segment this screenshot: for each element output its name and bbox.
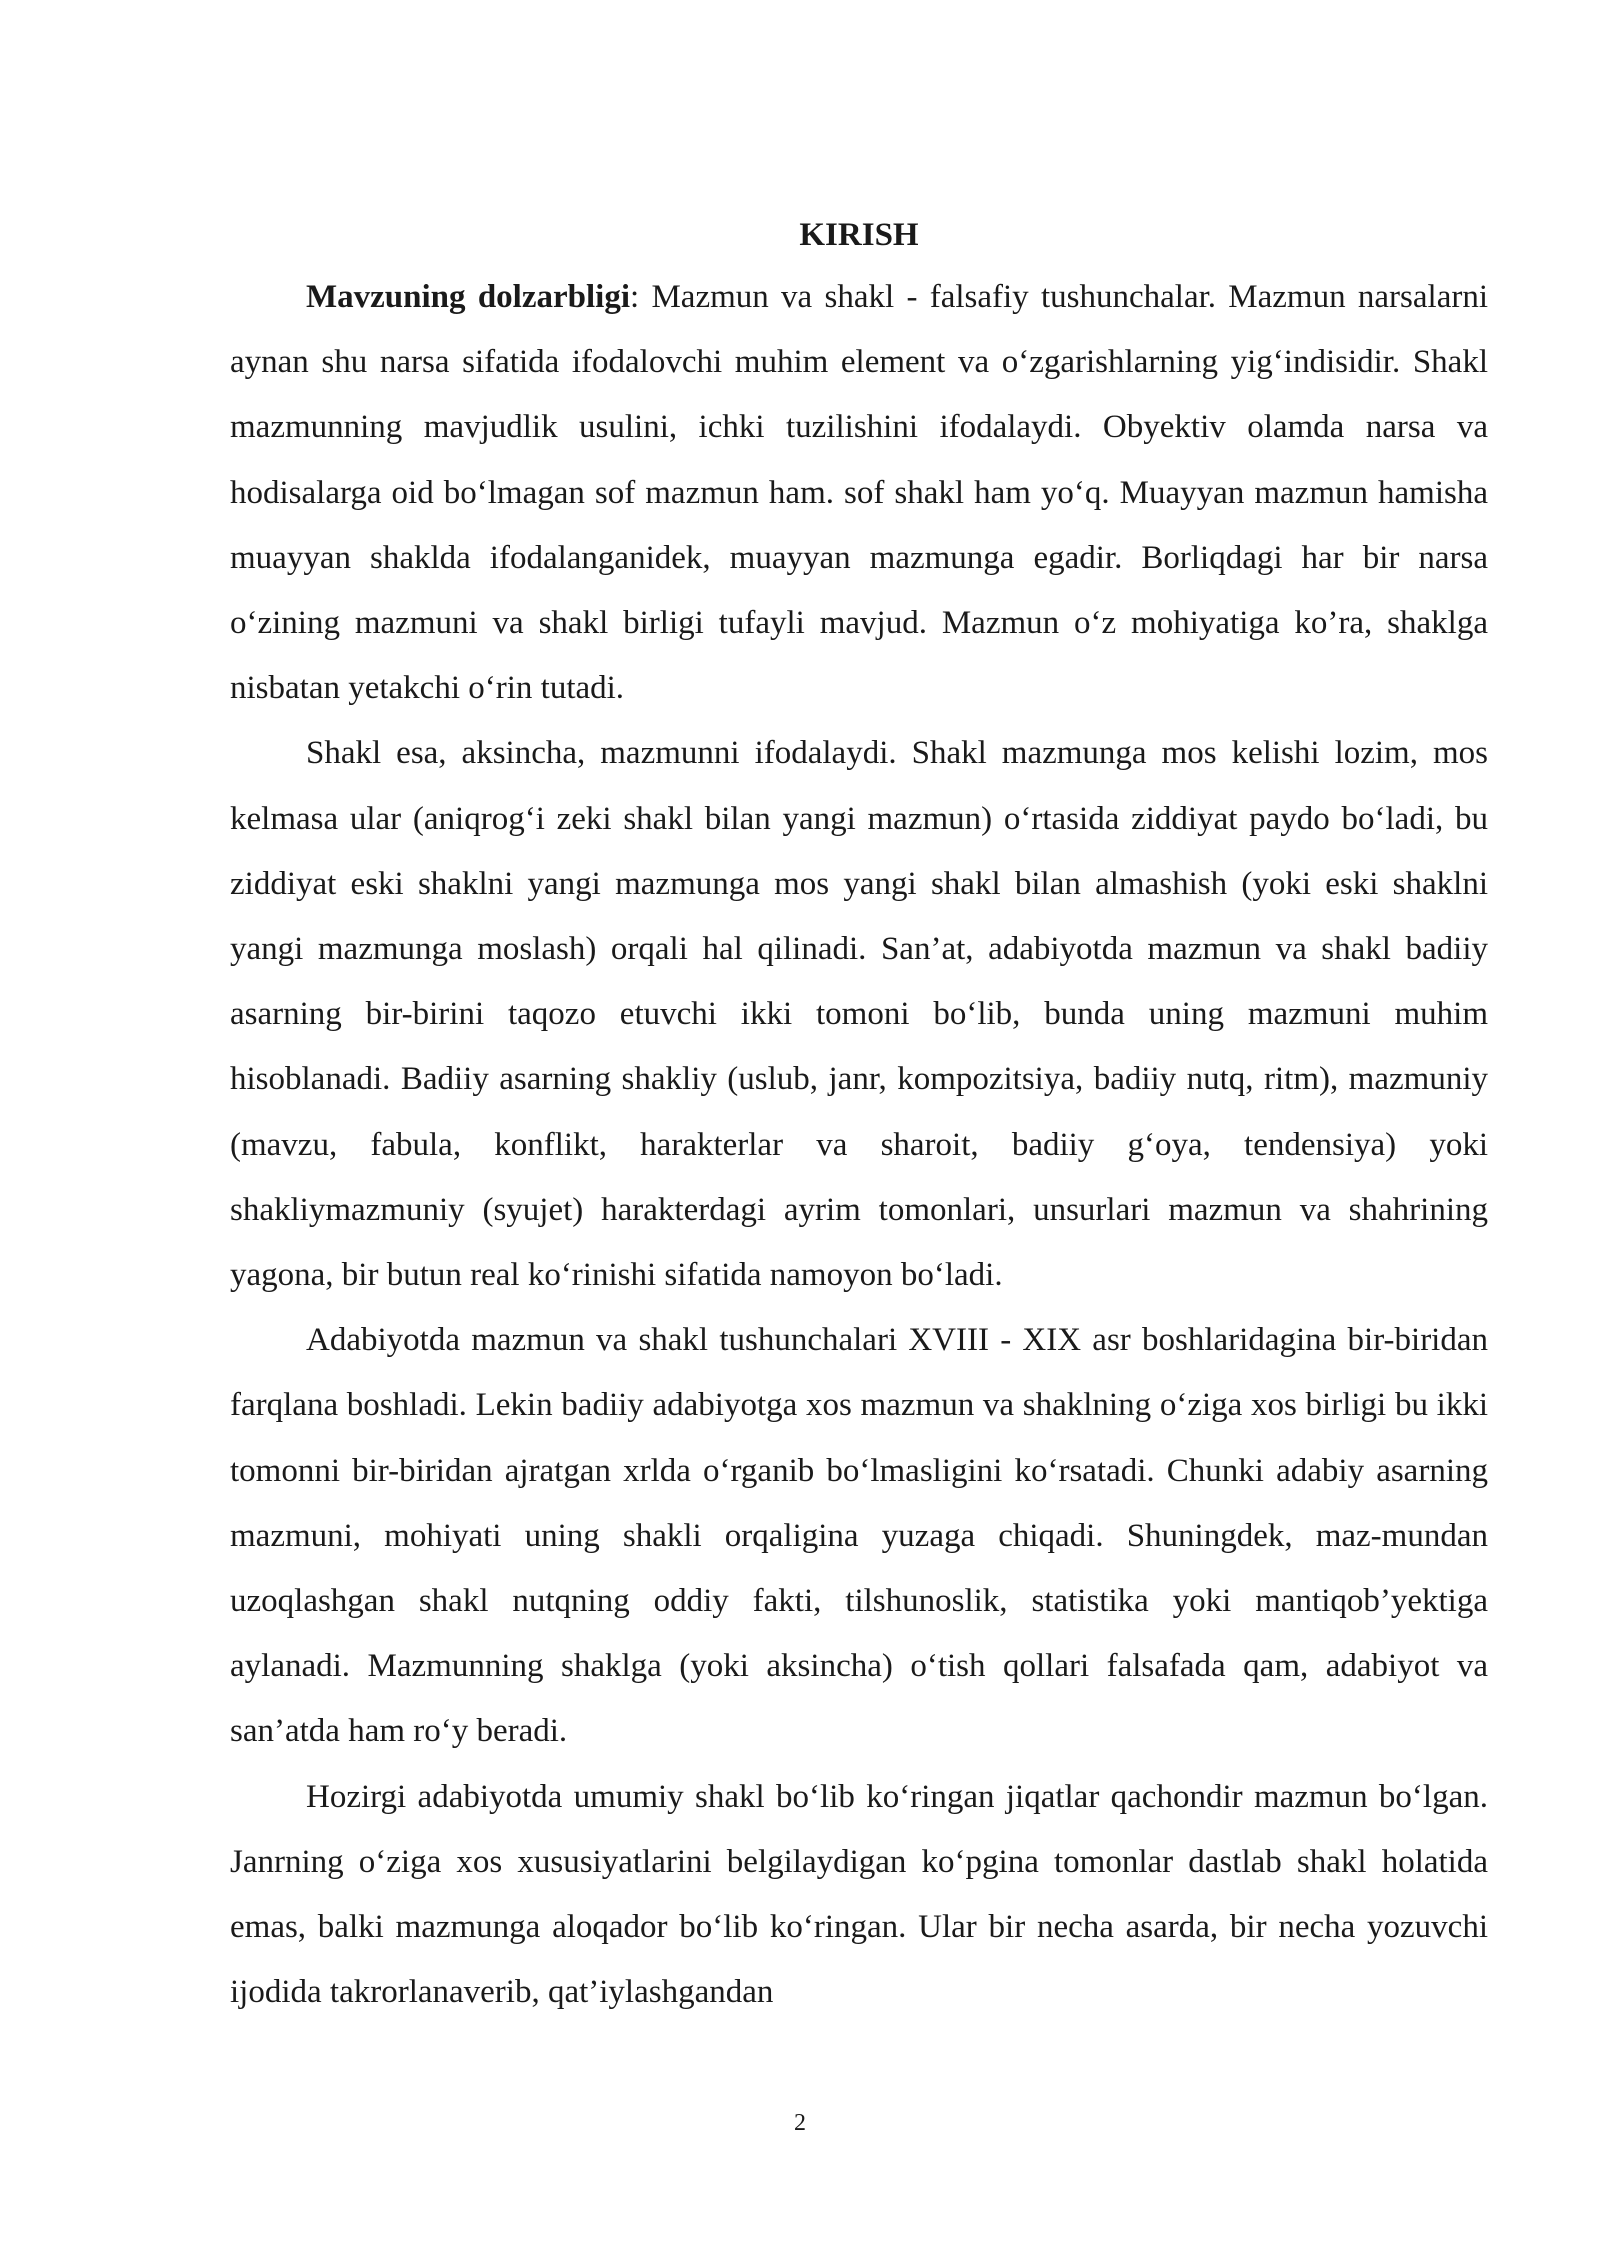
paragraph-modern-literature: Hozirgi adabiyotda umumiy shakl bo‘lib ko‘ringan jiqatlar qachondir mazmun bo‘lgan. Janrning o‘ziga xos xususiyatlarini belgilaydigan ko‘pgina tomonlar dastlab shakl holatida emas, balki mazmunga aloqador bo‘lib ko‘ringan. Ular bir necha asarda, bir necha yozuvchi ijodida takrorlanaverib, qat’iylashgandan bbox=[230, 1778, 1488, 2011]
document-body bbox=[230, 205, 1488, 2025]
intro-text: : Mazmun va shakl - falsafiy tushunchalar. Mazmun narsalarni aynan shu narsa sifatida ifodalovchi muhim element va o‘zgarishlarning yig‘indisidir. Shakl mazmunning mavjudlik usulini, ichki tuzilishini ifodalaydi. Obyektiv olamda narsa va hodisalarga oid bo‘lmagan sof mazmun ham. sof shakl ham yo‘q. Muayyan mazmun hamisha muayyan shaklda ifodalanganidek, muayyan mazmunga egadir. Borliqdagi har bir narsa o‘zining mazmuni va shakl birligi tufayli mavjud. Mazmun o‘z mohiyatiga ko’ra, shaklga nisbatan yetakchi o‘rin tutadi. bbox=[230, 279, 1488, 707]
paragraph-form-content: Shakl esa, aksincha, mazmunni ifodalaydi. Shakl mazmunga mos kelishi lozim, mos kelmasa ular (aniqrog‘i zeki shakl bilan yangi mazmun) o‘rtasida ziddiyat paydo bo‘ladi, bu ziddiyat eski shaklni yangi mazmunga mos yangi shakl bilan almashish (yoki eski shaklni yangi mazmunga moslash) orqali hal qilinadi. San’at, adabiyotda mazmun va shakl badiiy asarning bir-birini taqozo etuvchi ikki tomoni bo‘lib, bunda uning mazmuni muhim hisoblanadi. Badiiy asarning shakliy (uslub, janr, kompozitsiya, badiiy nutq, ritm), mazmuniy (mavzu, fabula, konflikt, harakterlar va sharoit, badiiy g‘oya, tendensiya) yoki shakliymazmuniy (syujet) harakterdagi ayrim tomonlari, unsurlari mazmun va shahrining yagona, bir butun real ko‘rinishi sifatida namoyon bo‘ladi. bbox=[230, 735, 1488, 1294]
page-title: KIRISH bbox=[799, 217, 919, 253]
paragraph-literature-history: Adabiyotda mazmun va shakl tushunchalari XVIII - XIX asr boshlaridagina bir-biridan farqlana boshladi. Lekin badiiy adabiyotga xos mazmun va shaklning o‘ziga xos birligi bu ikki tomonni bir-biridan ajratgan xrlda o‘rganib bo‘lmasligini ko‘rsatadi. Chunki adabiy asarning mazmuni, mohiyati uning shakli orqaligina yuzaga chiqadi. Shuningdek, maz-mundan uzoqlashgan shakl nutqning oddiy fakti, tilshunoslik, statistika yoki mantiqob’yektiga aylanadi. Mazmunning shaklga (yoki aksincha) o‘tish qollari falsafada qam, adabiyot va san’atda ham ro‘y beradi. bbox=[230, 1322, 1488, 1750]
page-number: 2 bbox=[794, 2110, 806, 2136]
relevance-heading: Mavzuning dolzarbligi bbox=[306, 279, 630, 315]
intro-paragraph bbox=[230, 265, 1488, 721]
